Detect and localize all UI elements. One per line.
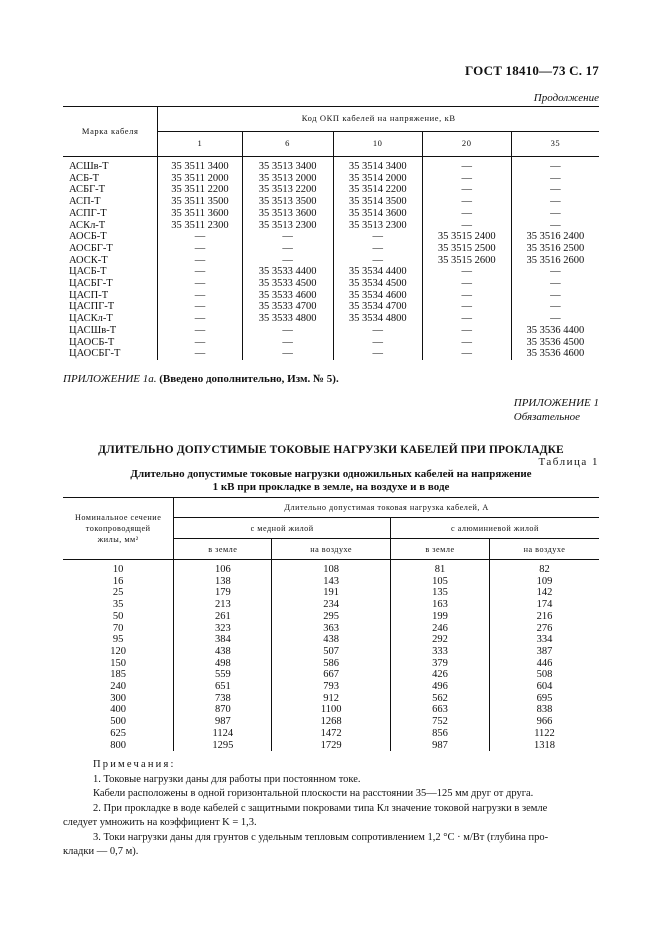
okp-code: — <box>511 266 599 278</box>
okp-code: 35 3534 4800 <box>333 313 422 325</box>
okp-row <box>63 278 599 290</box>
page-header: ГОСТ 18410—73 С. 17 <box>465 63 599 78</box>
load-value: 276 <box>490 623 599 635</box>
load-value: 135 <box>390 587 489 599</box>
okp-code: — <box>422 313 511 325</box>
load-value: 987 <box>174 716 272 728</box>
okp-code: — <box>158 290 242 302</box>
cable-brand: АОСК-Т <box>69 254 108 266</box>
okp-code: — <box>333 231 422 243</box>
cable-brand: АСШв-Т <box>69 161 109 172</box>
okp-row <box>63 157 599 173</box>
load-value: 108 <box>272 560 391 576</box>
cu-ground-header: в земле <box>174 539 272 560</box>
okp-code: 35 3514 2000 <box>333 173 422 185</box>
okp-code: — <box>158 243 242 255</box>
okp-code: — <box>422 325 511 337</box>
cross-section: 10 <box>112 564 124 575</box>
okp-row <box>63 290 599 302</box>
load-value: 604 <box>490 681 599 693</box>
okp-code: — <box>333 337 422 349</box>
load-value: 1472 <box>272 728 391 740</box>
okp-code: 35 3513 2200 <box>242 184 333 196</box>
okp-code: — <box>511 157 599 173</box>
okp-code: — <box>422 337 511 349</box>
okp-row <box>63 255 599 267</box>
cable-brand: ЦАСКл-Т <box>69 313 113 325</box>
okp-code: — <box>422 220 511 232</box>
cable-brand: АОСБГ-Т <box>69 242 113 254</box>
okp-code: 35 3534 4600 <box>333 290 422 302</box>
load-value: 498 <box>174 658 272 670</box>
cable-brand: ЦАСШв-Т <box>69 324 117 336</box>
okp-code: — <box>242 325 333 337</box>
appendix-1-heading <box>514 396 599 424</box>
okp-code: 35 3513 3500 <box>242 196 333 208</box>
okp-code: — <box>511 196 599 208</box>
okp-code: 35 3514 3600 <box>333 208 422 220</box>
current-load-table <box>63 497 599 751</box>
cross-section: 625 <box>110 727 126 739</box>
load-row <box>63 623 599 635</box>
cross-section: 400 <box>110 704 126 716</box>
okp-code: — <box>511 220 599 232</box>
okp-code: 35 3536 4400 <box>511 325 599 337</box>
okp-code: 35 3516 2500 <box>511 243 599 255</box>
load-value: 142 <box>490 587 599 599</box>
load-value: 586 <box>272 658 391 670</box>
okp-row <box>63 266 599 278</box>
okp-code: 35 3536 4600 <box>511 348 599 360</box>
cross-section: 70 <box>112 622 124 634</box>
load-value: 234 <box>272 599 391 611</box>
okp-code: — <box>422 196 511 208</box>
cross-section: 150 <box>110 657 126 669</box>
load-value: 1122 <box>490 728 599 740</box>
cable-brand: АСП-Т <box>69 196 101 208</box>
load-value: 1729 <box>272 740 391 752</box>
note-1: 1. Токовые нагрузки даны для работы при постоянном токе. <box>93 773 361 785</box>
load-row <box>63 634 599 646</box>
load-value: 106 <box>174 560 272 576</box>
okp-code: — <box>158 301 242 313</box>
cable-brand: ЦАОСБ-Т <box>69 336 115 348</box>
load-value: 1295 <box>174 740 272 752</box>
okp-code: — <box>422 278 511 290</box>
load-row <box>63 611 599 623</box>
load-row <box>63 728 599 740</box>
load-value: 507 <box>272 646 391 658</box>
load-row <box>63 576 599 588</box>
table-label: Таблица 1 <box>538 456 599 468</box>
section-header-line: токопроводящей <box>85 524 151 533</box>
okp-code: — <box>333 255 422 267</box>
okp-code: 35 3513 2300 <box>242 220 333 232</box>
cross-section: 500 <box>110 716 126 728</box>
load-row <box>63 599 599 611</box>
load-value: 426 <box>390 669 489 681</box>
okp-voltage-header: 20 <box>422 132 511 157</box>
okp-code: — <box>511 184 599 196</box>
okp-code: — <box>511 208 599 220</box>
load-value: 667 <box>272 669 391 681</box>
okp-code: 35 3536 4500 <box>511 337 599 349</box>
cross-section: 35 <box>112 599 124 611</box>
al-ground-header: в земле <box>390 539 489 560</box>
load-value: 138 <box>174 576 272 588</box>
cable-brand: АСБГ-Т <box>69 184 106 196</box>
okp-code: 35 3533 4800 <box>242 313 333 325</box>
load-value: 295 <box>272 611 391 623</box>
section-title: ДЛИТЕЛЬНО ДОПУСТИМЫЕ ТОКОВЫЕ НАГРУЗКИ КАБЕЛЕЙ ПРИ ПРОКЛАДКЕ <box>98 444 564 456</box>
load-value: 438 <box>174 646 272 658</box>
okp-code-header: Код ОКП кабелей на напряжение, кВ <box>158 107 599 132</box>
cross-section: 240 <box>110 681 126 693</box>
load-value: 191 <box>272 587 391 599</box>
load-row <box>63 658 599 670</box>
note-3: 3. Токи нагрузки даны для грунтов с удельным тепловым сопротивлением 1,2 °С · м/Вт (глубина про- <box>93 831 549 843</box>
appendix-1a-note <box>63 373 339 385</box>
section-header-line: жилы, мм² <box>97 535 139 544</box>
okp-code: — <box>422 157 511 173</box>
okp-code: 35 3533 4700 <box>242 301 333 313</box>
load-value: 663 <box>390 704 489 716</box>
okp-code: 35 3516 2600 <box>511 255 599 267</box>
cross-section: 16 <box>112 575 124 587</box>
load-value: 163 <box>390 599 489 611</box>
okp-code: — <box>333 348 422 360</box>
load-value: 1124 <box>174 728 272 740</box>
okp-code: 35 3513 3400 <box>242 157 333 173</box>
okp-code: — <box>422 208 511 220</box>
load-value: 695 <box>490 693 599 705</box>
table-caption-line: 1 кВ при прокладке в земле, на воздухе и в воде <box>212 481 450 493</box>
load-value: 213 <box>174 599 272 611</box>
load-value: 966 <box>490 716 599 728</box>
load-value: 987 <box>390 740 489 752</box>
cu-air-header: на воздухе <box>272 539 391 560</box>
load-row <box>63 587 599 599</box>
load-value: 651 <box>174 681 272 693</box>
note-2-continued: следует умножить на коэффициент K = 1,3. <box>63 817 257 828</box>
okp-code-table <box>63 106 599 360</box>
section-header-line: Номинальное сечение <box>74 513 162 522</box>
okp-code: 35 3511 3500 <box>158 196 242 208</box>
load-value: 793 <box>272 681 391 693</box>
load-row <box>63 716 599 728</box>
load-value: 292 <box>390 634 489 646</box>
notes-title: Примечания: <box>93 759 176 770</box>
okp-row <box>63 208 599 220</box>
load-value: 246 <box>390 623 489 635</box>
okp-code: 35 3515 2500 <box>422 243 511 255</box>
load-value: 179 <box>174 587 272 599</box>
okp-code: — <box>422 173 511 185</box>
okp-code: — <box>158 325 242 337</box>
okp-code: 35 3534 4500 <box>333 278 422 290</box>
load-row <box>63 740 599 752</box>
okp-row <box>63 173 599 185</box>
load-value: 143 <box>272 576 391 588</box>
okp-code: — <box>158 255 242 267</box>
okp-code: — <box>242 348 333 360</box>
load-value: 216 <box>490 611 599 623</box>
okp-code: 35 3513 3600 <box>242 208 333 220</box>
cross-section: 120 <box>110 645 126 657</box>
load-value: 856 <box>390 728 489 740</box>
cross-section: 95 <box>112 634 124 646</box>
continuation-label: Продолжение <box>533 92 599 104</box>
cable-brand: ЦАСБГ-Т <box>69 278 113 290</box>
okp-code: — <box>511 173 599 185</box>
load-value: 1268 <box>272 716 391 728</box>
okp-code: — <box>158 278 242 290</box>
load-row <box>63 669 599 681</box>
okp-code: — <box>333 243 422 255</box>
load-value: 1318 <box>490 740 599 752</box>
cross-section: 800 <box>110 739 126 751</box>
okp-row <box>63 184 599 196</box>
okp-code: — <box>158 337 242 349</box>
load-row <box>63 560 599 576</box>
okp-row <box>63 220 599 232</box>
load-value: 81 <box>390 560 489 576</box>
okp-code: — <box>242 231 333 243</box>
cable-brand: ЦАСПГ-Т <box>69 301 115 313</box>
okp-code: — <box>511 313 599 325</box>
load-value: 109 <box>490 576 599 588</box>
load-value: 559 <box>174 669 272 681</box>
okp-voltage-header: 10 <box>333 132 422 157</box>
okp-brand-header: Марка кабеля <box>63 107 158 157</box>
load-value: 1100 <box>272 704 391 716</box>
okp-row <box>63 337 599 349</box>
cable-brand: АСПГ-Т <box>69 207 107 219</box>
load-value: 323 <box>174 623 272 635</box>
cable-brand: АСБ-Т <box>69 172 100 184</box>
load-value: 379 <box>390 658 489 670</box>
load-row <box>63 681 599 693</box>
okp-code: — <box>242 255 333 267</box>
load-value: 363 <box>272 623 391 635</box>
okp-row <box>63 301 599 313</box>
okp-row <box>63 243 599 255</box>
load-value: 334 <box>490 634 599 646</box>
okp-code: — <box>511 290 599 302</box>
load-value: 738 <box>174 693 272 705</box>
cross-section: 300 <box>110 692 126 704</box>
okp-code: 35 3511 3400 <box>158 157 242 173</box>
okp-code: 35 3511 2000 <box>158 173 242 185</box>
okp-voltage-header: 35 <box>511 132 599 157</box>
okp-code: — <box>422 184 511 196</box>
load-value: 496 <box>390 681 489 693</box>
load-value: 508 <box>490 669 599 681</box>
okp-code: — <box>242 243 333 255</box>
notes <box>63 758 603 860</box>
load-row <box>63 693 599 705</box>
load-value: 562 <box>390 693 489 705</box>
cross-section: 25 <box>112 587 124 599</box>
appendix-1a-text: (Введено дополнительно, Изм. № 5). <box>159 373 339 385</box>
okp-code: 35 3511 2200 <box>158 184 242 196</box>
al-air-header: на воздухе <box>490 539 599 560</box>
load-value: 384 <box>174 634 272 646</box>
load-value: 438 <box>272 634 391 646</box>
okp-code: 35 3514 2200 <box>333 184 422 196</box>
table-caption <box>63 468 599 494</box>
appendix-1-status: Обязательное <box>513 411 581 423</box>
load-row <box>63 704 599 716</box>
okp-code: — <box>333 325 422 337</box>
okp-row <box>63 231 599 243</box>
note-1-continued: Кабели расположены в одной горизонтальной плоскости на расстоянии 35—125 мм друг от друга. <box>93 788 534 799</box>
cross-section: 50 <box>112 610 124 622</box>
okp-code: 35 3515 2600 <box>422 255 511 267</box>
okp-code: 35 3513 2000 <box>242 173 333 185</box>
appendix-1-label: ПРИЛОЖЕНИЕ 1 <box>513 397 599 409</box>
okp-code: 35 3516 2400 <box>511 231 599 243</box>
okp-code: — <box>158 266 242 278</box>
okp-code: — <box>422 301 511 313</box>
okp-code: — <box>422 266 511 278</box>
load-value: 174 <box>490 599 599 611</box>
load-value: 82 <box>490 560 599 576</box>
cable-brand: АСКл-Т <box>69 219 106 231</box>
okp-code: — <box>422 290 511 302</box>
okp-row <box>63 325 599 337</box>
load-value: 387 <box>490 646 599 658</box>
aluminum-header: с алюминиевой жилой <box>390 518 599 539</box>
cross-section: 185 <box>110 669 126 681</box>
load-value: 261 <box>174 611 272 623</box>
okp-code: — <box>242 337 333 349</box>
appendix-1a-label: ПРИЛОЖЕНИЕ 1а. <box>63 373 157 385</box>
load-value: 752 <box>390 716 489 728</box>
okp-code: 35 3515 2400 <box>422 231 511 243</box>
okp-code: — <box>158 348 242 360</box>
okp-voltage-header: 1 <box>158 132 242 157</box>
section-header <box>63 498 174 560</box>
okp-code: — <box>511 301 599 313</box>
okp-code: 35 3533 4400 <box>242 266 333 278</box>
okp-code: 35 3534 4700 <box>333 301 422 313</box>
okp-code: 35 3533 4600 <box>242 290 333 302</box>
cable-brand: ЦАСП-Т <box>69 289 109 301</box>
okp-code: 35 3511 3600 <box>158 208 242 220</box>
load-value: 912 <box>272 693 391 705</box>
okp-code: — <box>511 278 599 290</box>
okp-code: 35 3533 4500 <box>242 278 333 290</box>
okp-code: 35 3514 3500 <box>333 196 422 208</box>
okp-row <box>63 313 599 325</box>
load-value: 838 <box>490 704 599 716</box>
okp-code: 35 3534 4400 <box>333 266 422 278</box>
okp-code: 35 3513 2300 <box>333 220 422 232</box>
table-caption-line: Длительно допустимые токовые нагрузки одножильных кабелей на напряжение <box>130 468 532 480</box>
load-value: 446 <box>490 658 599 670</box>
cable-brand: ЦАОСБГ-Т <box>69 348 121 360</box>
okp-row <box>63 196 599 208</box>
cable-brand: АОСБ-Т <box>69 231 107 243</box>
load-value: 199 <box>390 611 489 623</box>
load-value: 333 <box>390 646 489 658</box>
cable-brand: ЦАСБ-Т <box>69 266 107 278</box>
okp-voltage-header: 6 <box>242 132 333 157</box>
okp-row <box>63 348 599 360</box>
okp-code: — <box>158 231 242 243</box>
load-row <box>63 646 599 658</box>
load-value: 105 <box>390 576 489 588</box>
okp-code: 35 3511 2300 <box>158 220 242 232</box>
okp-code: — <box>422 348 511 360</box>
okp-code: 35 3514 3400 <box>333 157 422 173</box>
copper-header: с медной жилой <box>174 518 391 539</box>
load-header: Длительно допустимая токовая нагрузка кабелей, А <box>174 498 599 518</box>
load-value: 870 <box>174 704 272 716</box>
okp-code: — <box>158 313 242 325</box>
note-2: 2. При прокладке в воде кабелей с защитными покровами типа Кл значение токовой нагрузки в земле <box>93 802 548 814</box>
note-3-continued: кладки — 0,7 м). <box>63 846 139 857</box>
